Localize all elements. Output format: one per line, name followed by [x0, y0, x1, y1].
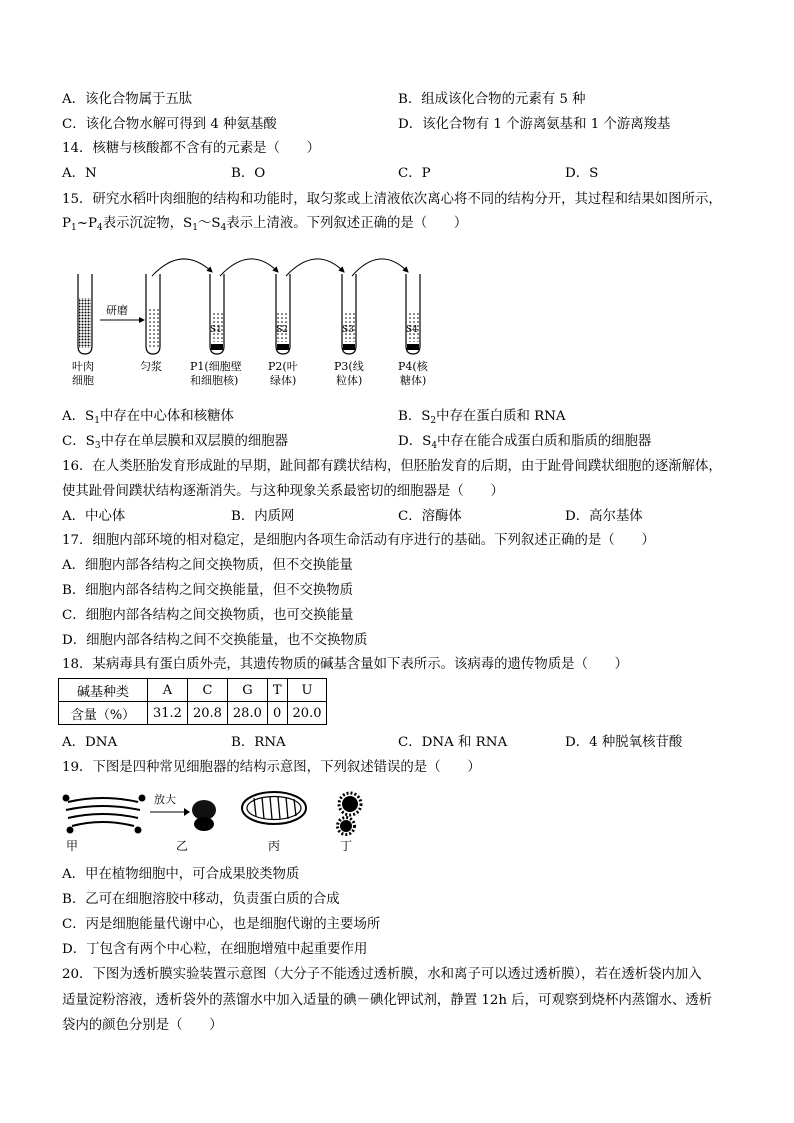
centrosome-icon	[338, 793, 362, 835]
p1-label-2: 和细胞核)	[190, 374, 239, 387]
label-yi: 乙	[176, 839, 189, 853]
leaf-label-2: 细胞	[72, 374, 94, 387]
q17-option-b: B．细胞内部各结构之间交换能量，但不交换物质	[62, 583, 354, 598]
q14-option-b: B．O	[231, 166, 266, 181]
label-bing: 丙	[268, 839, 281, 853]
leaf-cell-tube	[78, 274, 92, 354]
q19-option-d: D．丁包含有两个中心粒，在细胞增殖中起重要作用	[62, 942, 368, 957]
q16-stem-line1: 16．在人类胚胎发育形成趾的早期，趾间都有蹼状结构，但胚胎发育的后期，由于趾骨间蹼状细胞的逐渐解体，	[62, 459, 722, 474]
tube-s3	[342, 274, 356, 354]
q13-option-d: D．该化合物有 1 个游离氨基和 1 个游离羧基	[398, 117, 671, 132]
q18-stem: 18．某病毒具有蛋白质外壳，其遗传物质的碱基含量如下表所示。该病毒的遗传物质是（ ）	[62, 657, 629, 672]
q15-option-d: D．$S_4$中存在能合成蛋白质和脂质的细胞器	[398, 434, 652, 451]
q18-option-d: D．4 种脱氧核苷酸	[565, 735, 683, 750]
q15-option-c: C．$S_3$中存在单层膜和双层膜的细胞器	[62, 434, 289, 451]
q18-option-c: C．DNA 和 RNA	[398, 735, 508, 750]
q17-option-a: A．细胞内部各结构之间交换物质，但不交换能量	[62, 558, 353, 573]
q13-option-a: A．该化合物属于五肽	[62, 92, 193, 107]
q19-option-c: C．丙是细胞能量代谢中心，也是细胞代谢的主要场所	[62, 917, 381, 932]
label-ding: 丁	[340, 839, 353, 853]
q16-option-c: C．溶酶体	[398, 509, 462, 524]
arrow-curve-1	[152, 259, 212, 276]
p1-label-1: P1(细胞壁	[190, 360, 242, 373]
p2-label-2: 绿体)	[270, 374, 297, 387]
p4-label-1: P4(核	[398, 360, 428, 373]
q14-option-a: A．N	[62, 166, 97, 181]
p3-label-2: 粒体)	[336, 374, 363, 387]
mitochondrion-icon	[242, 792, 306, 824]
table-cell: U	[287, 679, 327, 702]
table-cell: 20.0	[287, 702, 327, 725]
table-cell: 20.8	[187, 702, 227, 725]
q14-option-c: C．P	[398, 166, 431, 181]
q15-stem-line1: 15．研究水稻叶肉细胞的结构和功能时，取匀浆或上清液依次离心将不同的结构分开，其过程和结果如图所示，	[62, 192, 722, 207]
arrow-curve-2	[220, 259, 278, 276]
q16-option-b: B．内质网	[231, 509, 295, 524]
q20-stem-line1: 20．下图为透析膜实验装置示意图（大分子不能透过透析膜，水和离子可以透过透析膜），若在透析袋内加入	[62, 967, 702, 982]
q16-option-d: D．高尔基体	[565, 509, 643, 524]
table-header-row	[59, 679, 327, 702]
tube-s2-label: S2	[276, 325, 288, 335]
q13-option-c: C．该化合物水解可得到 4 种氨基酸	[62, 117, 277, 132]
q20-stem-line2: 适量淀粉溶液，透析袋外的蒸馏水中加入适量的碘－碘化钾试剂，静置 12h 后，可观察到烧杯内蒸馏水、透析	[62, 993, 713, 1008]
q16-stem-line2: 使其趾骨间蹼状结构逐渐消失。与这种现象关系最密切的细胞器是（ ）	[62, 484, 504, 499]
q18-option-a: A．DNA	[62, 735, 118, 750]
q18-option-b: B．RNA	[231, 735, 286, 750]
tube-s4-label: S4	[406, 325, 418, 335]
arrow-curve-4	[352, 259, 408, 276]
leaf-label-1: 叶肉	[72, 360, 94, 373]
q14-option-d: D．S	[565, 166, 599, 181]
q17-option-d: D．细胞内部各结构之间不交换能量，也不交换物质	[62, 633, 368, 648]
arrow-curve-3	[286, 259, 344, 276]
q15-option-b: B．$S_2$中存在蛋白质和 RNA	[398, 409, 566, 426]
p4-label-2: 糖体)	[400, 374, 427, 387]
q16-option-a: A．中心体	[62, 509, 126, 524]
base-content-table	[58, 678, 327, 725]
q15-option-a: A．$S_1$中存在中心体和核糖体	[62, 409, 234, 426]
golgi-icon	[64, 796, 145, 833]
table-cell: 碱基种类	[59, 679, 148, 702]
q19-stem: 19．下图是四种常见细胞器的结构示意图，下列叙述错误的是（ ）	[62, 760, 481, 775]
table-cell: C	[187, 679, 227, 702]
q17-option-c: C．细胞内部各结构之间交换物质，也可交换能量	[62, 608, 354, 623]
table-cell: 28.0	[227, 702, 267, 725]
ribosome-icon	[192, 800, 216, 831]
table-cell: G	[227, 679, 267, 702]
tube-s2	[276, 274, 290, 354]
homogenate-tube	[146, 274, 160, 354]
q19-option-a: A．甲在植物细胞中，可合成果胶类物质	[62, 867, 300, 882]
centrifugation-figure	[60, 248, 450, 390]
tube-s1	[210, 274, 224, 354]
q17-stem: 17．细胞内部环境的相对稳定，是细胞内各项生命活动有序进行的基础。下列叙述正确的是（ ）	[62, 533, 655, 548]
p3-label-1: P3(线	[334, 360, 364, 373]
homogenate-label: 匀浆	[140, 360, 162, 373]
zoom-label: 放大	[154, 793, 176, 806]
tube-s4	[406, 274, 420, 354]
organelle-figure	[62, 786, 372, 856]
label-jia: 甲	[66, 839, 79, 853]
table-cell: 0	[267, 702, 287, 725]
table-cell: 31.2	[148, 702, 188, 725]
q19-option-b: B．乙可在细胞溶胶中移动，负责蛋白质的合成	[62, 892, 340, 907]
grind-label: 研磨	[106, 304, 128, 317]
table-cell: A	[148, 679, 188, 702]
table-cell: 含量（%）	[59, 702, 148, 725]
tube-s1-label: S1	[210, 325, 222, 335]
table-cell: T	[267, 679, 287, 702]
q14-stem: 14．核糖与核酸都不含有的元素是（ ）	[62, 141, 321, 156]
p2-label-1: P2(叶	[268, 360, 298, 373]
q15-stem-line2: $P_1\sim P_4$表示沉淀物，$S_1\sim S_4$表示上清液。下列叙述正确的是（ ）	[62, 216, 468, 233]
tube-s3-label: S3	[342, 325, 354, 335]
q13-option-b: B．组成该化合物的元素有 5 种	[398, 92, 586, 107]
q20-stem-line3: 袋内的颜色分别是（ ）	[62, 1018, 223, 1033]
table-row	[59, 702, 327, 725]
